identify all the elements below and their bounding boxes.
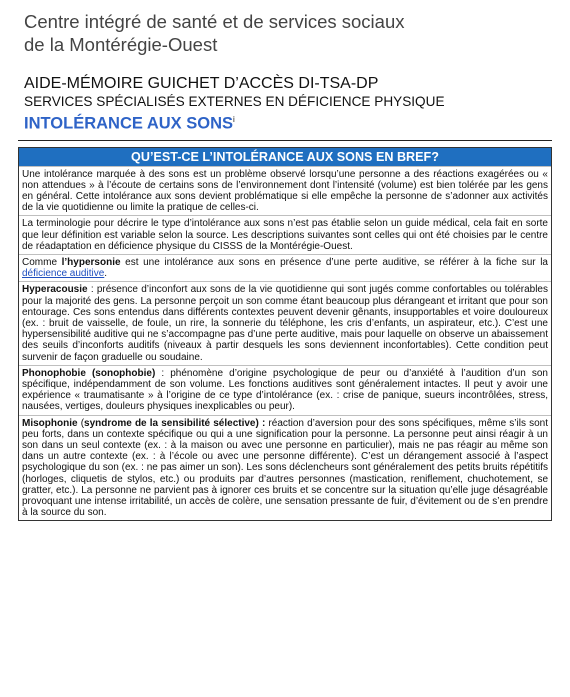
definition-text: : phénomène d’origine psychologique de peur ou d’anxiété à l’audition d’un son spécifique, indépendamment de son volume. Les fonctions auditives sont généralement intactes. Il peut y avoir une expérience « traumatisante » à l’origine de ce type d’intolérance (ex. : crise de panique, sueurs incontrôlées, stress, nausées, vertiges, douleurs physiques inexplicables ou peur). — [22, 367, 548, 413]
term-misophonie: Misophonie — [22, 417, 78, 429]
paragraph-hypersonie — [19, 254, 551, 281]
term-hyperacousie: Hyperacousie — [22, 284, 88, 296]
document-subtitle: SERVICES SPÉCIALISÉS EXTERNES EN DÉFICIENCE PHYSIQUE — [24, 94, 445, 109]
text-fragment: : — [258, 417, 269, 429]
organization-name — [24, 10, 552, 56]
section-heading: QU’EST-CE L’INTOLÉRANCE AUX SONS EN BREF? — [19, 148, 551, 166]
document-title: AIDE-MÉMOIRE GUICHET D’ACCÈS DI-TSA-DP — [24, 75, 379, 92]
term-hypersonie: l’hypersonie — [61, 256, 121, 268]
definition-text: : présence d’inconfort aux sons de la vie quotidienne qui sont jugés comme confortables ou tolérables pour la majorité des gens. La personne perçoit un son comme étant beaucoup plus dérangeant et irritant que pour son entourage. Ces sons entendus dans différents contextes peuvent devenir gênants, insupportables et voire douloureux (ex. : bruit de vaisselle, de foule, un rire, la sonnerie du téléphone, les cris d’enfants, un aspirateur, etc.). C’est une hypersensibilité auditive qui ne s’accompagne pas d’une perte auditive, mais pour laquelle on observe un abaissement des seuils d’inconforts auditifs (niveaux à partir desquels les sons deviennent inconfortables). Cette condition peut survenir de façon graduelle ou soudaine. — [22, 284, 548, 363]
document-titles — [24, 74, 552, 134]
term-sensibilite-selective: syndrome de la sensibilité sélective) — [84, 417, 259, 429]
paragraph-phonophobie — [19, 365, 551, 415]
term-phonophobie: Phonophobie (sonophobie) — [22, 367, 156, 379]
divider — [18, 140, 552, 141]
text-fragment: est une intolérance aux sons en présence d’une perte auditive, se référer à la fiche sur la — [120, 256, 548, 268]
link-deficience-auditive[interactable]: déficience auditive — [22, 268, 105, 280]
paragraph-misophonie — [19, 415, 551, 521]
org-line-2: de la Montérégie-Ouest — [24, 34, 218, 55]
endnote-marker: i — [233, 115, 235, 124]
definition-box — [18, 147, 552, 522]
text-fragment: Comme — [22, 256, 62, 268]
paragraph-intro: Une intolérance marquée à des sons est un problème observé lorsqu’une personne a des réactions exagérées ou « non attendues » à l’écoute de certains sons de l’environnement dont l’intensité (volume) est bien tolérée par les gens en général. Cette intolérance aux sons devient problématique si elle empêche la personne de s’adonner aux activités de la vie quotidienne ou limite la pratique de celles-ci. — [19, 166, 551, 216]
definition-text: réaction d’aversion pour des sons spécifiques, même s’ils sont peu forts, dans un contexte spécifique ou qui a une signification pour la personne. La personne peut ainsi réagir à un son dans un seul contexte (ex. : à la maison ou avec une personne en particulier), mais ne pas réagir au même son dans un autre contexte (ex. : à l’école ou avec une personne différente). C’est un dérangement associé à l’aspect psychologique du son (ex. : ne pas aimer un son). Les sons déclencheurs sont généralement des petits bruits répétitifs (horloges, cliquetis de stylos, etc.) ou produits par d’autres personnes (mastication, reniflement, chuchotement, se gratter, etc.). La personne ne parvient pas à ignorer ces bruits et se concentre sur la situation qu’elle juge désagréable provoquant une intense irritabilité, un accès de colère, une sensation pressante de fuir, d’évitement ou de s’en prendre à la source du son. — [22, 417, 548, 519]
text-fragment: . — [104, 268, 108, 280]
topic-text: INTOLÉRANCE AUX SONS — [24, 114, 234, 133]
paragraph-terminology: La terminologie pour décrire le type d’intolérance aux sons n’est pas établie selon un guide médical, cela fait en sorte que leur définition est variable selon la source. Les descriptions suivantes sont celles qui ont été choisies par le centre de réadaptation en déficience physique du CISSS de la Montérégie-Ouest. — [19, 215, 551, 254]
document-topic — [24, 110, 552, 134]
org-line-1: Centre intégré de santé et de services sociaux — [24, 11, 405, 32]
paragraph-hyperacousie — [19, 281, 551, 364]
text-fragment: ( — [77, 417, 85, 429]
